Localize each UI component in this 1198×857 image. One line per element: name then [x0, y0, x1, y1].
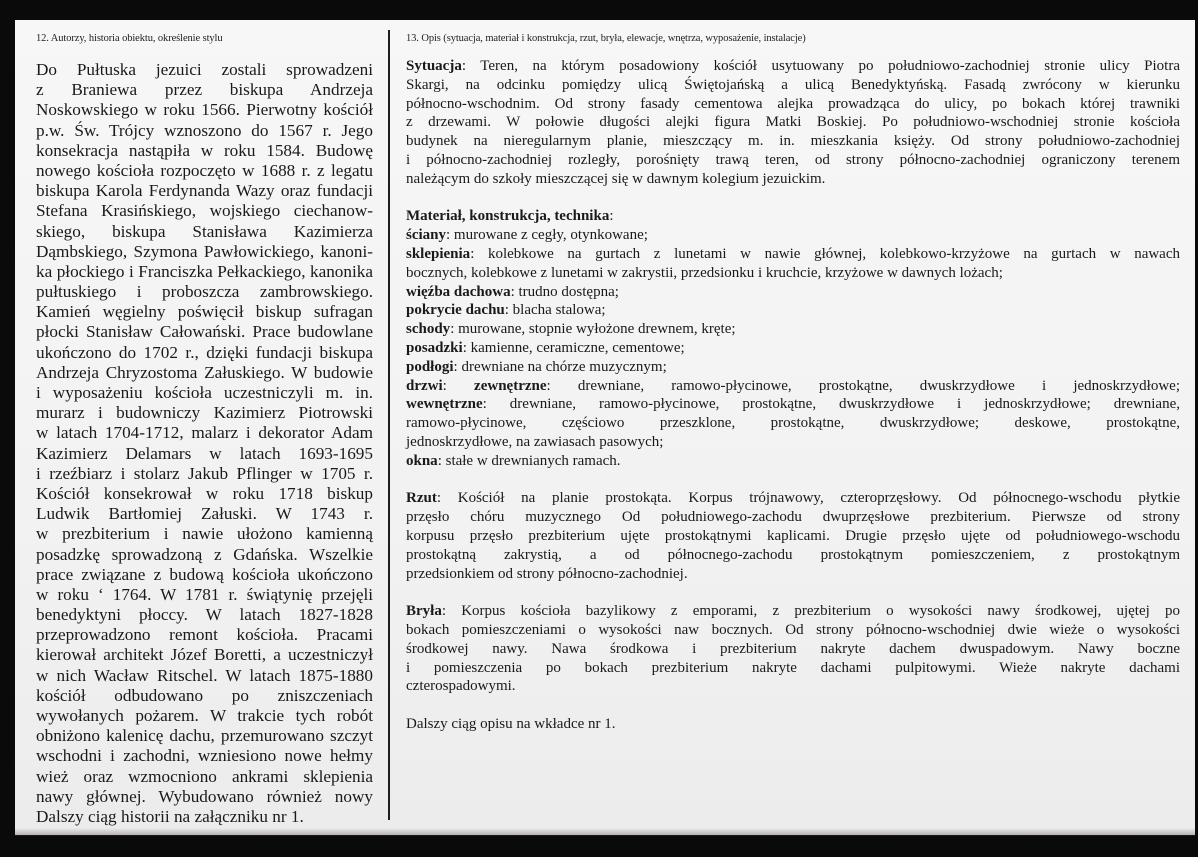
history-line: posadzkę sprowadzoną z Gdańska. Wszelkie [36, 544, 373, 564]
situation-line: i północno-zachodniej rozległy, porośnięty trawą teren, od strony północno-zachodniej ograniczony terenem [406, 151, 1180, 168]
floors-text: : kamienne, ceramiczne, cementowe; [462, 339, 685, 356]
material-paragraph [406, 207, 1180, 470]
history-line: wschodni i zachodni, wzniesiono nowe hełmy [36, 746, 373, 766]
history-line: kierował architekt Józef Boretti, a uczestniczył [36, 645, 373, 665]
vaults-text: : kolebkowe na gurtach z lunetami w nawie głównej, kolebkowo-krzyżowe na gurtach w nawach [470, 245, 1180, 262]
stairs-text: : murowane, stopnie wyłożone drewnem, kręte; [450, 321, 736, 338]
history-line: w latach 1704-1712, malarz i dekorator Adam [36, 423, 373, 443]
situation-line: budynek na nieregularnym planie, mieszczący m. in. mieszkania księży. Od strony południowo-zachodniej [406, 133, 1180, 150]
interior-doors-text: : drewniane, ramowo-płycinowe, prostokątne, dwuskrzydłowe i jednoskrzydłowe; drewniane, [482, 396, 1180, 413]
history-line: przeprowadzono remont kościoła. Pracami [36, 625, 373, 645]
vaults-label: sklepienia [406, 245, 471, 262]
wood-floors-text: : drewniane na chórze muzycznym; [453, 358, 667, 375]
plan-label: Rzut [406, 490, 437, 507]
wood-floors-label: podłogi [406, 358, 454, 375]
history-line: nawy głównej. Wybudowano również nowy [36, 786, 373, 806]
roof-truss-label: więźba dachowa [406, 283, 511, 300]
description-continuation-note: Dalszy ciąg opisu na wkładce nr 1. [406, 715, 616, 732]
material-heading-colon: : [609, 208, 614, 225]
history-line: Do Pułtuska jezuici zostali sprowadzeni [36, 60, 373, 79]
history-line: ukończono do 1702 r., dzięki fundacji biskupa [36, 342, 373, 362]
history-line: p.w. Św. Trójcy wznoszono do 1567 r. Jego [36, 120, 373, 140]
history-line: pułtuskiego i proboszcza zambrowskiego. [36, 282, 373, 302]
exterior-doors-label: zewnętrzne [474, 377, 547, 394]
history-line: biskupa Karola Ferdynanda Wazy oraz fundacji [36, 181, 373, 201]
roofing-label: pokrycie dachu [406, 302, 505, 319]
situation-line: : Teren, na którym posadowiony kościół usytuowany po południowo-zachodniej stronie ulicy Piotra [461, 58, 1180, 74]
history-line: Kamień węgielny poświęcił biskup sufragan [36, 302, 373, 322]
interior-doors-label: wewnętrzne [406, 396, 483, 413]
massing-paragraph [406, 602, 1180, 696]
page-edge-shadow [15, 828, 1195, 836]
exterior-doors-text: : drewniane, ramowo-płycinowe, prostokątne, dwuskrzydłowe i jednoskrzydłowe; [546, 377, 1180, 394]
plan-paragraph [406, 489, 1180, 583]
situation-line: Skargi, na odcinku pomiędzy ulicą Świętojańską a ulicą Benedyktyńską. Fasadą zwrócony w kierunku [406, 76, 1180, 93]
history-line: wywołanych pożarem. W trakcie tych robót [36, 706, 373, 725]
history-text [36, 60, 373, 827]
walls-text: : murowane z cegły, otynkowane; [446, 227, 648, 244]
massing-line: bokach pomieszczeniami o wysokości naw bocznych. Od strony północno-wschodniej dwie wieże o wysokości [406, 621, 1180, 638]
section-12-heading: 12. Autorzy, historia obiektu, określenie stylu [36, 33, 223, 44]
history-line: prace związane z budową kościoła ukończono [36, 564, 373, 584]
interior-doors-text: ramowo-płycinowe, częściowo przeszklone, prostokątne, dwuskrzydłowe; deskowe, prostokątne, [406, 415, 1180, 432]
plan-line: prostokątną zakrystią, a od północnego-zachodu prostokątnym pomieszczeniem, z prostokątnym [406, 546, 1180, 563]
doors-sep: : [442, 377, 475, 394]
column-divider [388, 30, 390, 820]
history-line: ka płockiego i Franciszka Pełkackiego, kanonika [36, 261, 373, 281]
plan-line: przedsionkiem od strony północno-zachodniej. [406, 565, 688, 582]
history-line: kościół odbudowano po zniszczeniach [36, 685, 373, 705]
history-line: murarz i budowniczy Kazimierz Piotrowski [36, 403, 373, 423]
history-line: skiego, biskupa Stanisława Kazimierza [36, 221, 373, 241]
massing-line: : Korpus kościoła bazylikowy z emporami, z prezbiterium o wysokości nawy środkowej, ujętej po [441, 603, 1180, 620]
history-column [36, 20, 373, 827]
situation-line: z drzewami. W połowie długości alejki figura Matki Boskiej. Po południowo-wschodniej stronie kościoła [406, 114, 1180, 131]
material-heading: Materiał, konstrukcja, technika [406, 208, 610, 225]
history-line: i rzeźbiarz i stolarz Jakub Pflinger w 1705 r. [36, 463, 373, 483]
history-line: Kazimierz Delamars w latach 1693-1695 [36, 443, 373, 463]
history-line: nowego kościoła rozpoczęto w 1688 r. z legatu [36, 160, 373, 180]
stairs-label: schody [406, 321, 451, 338]
history-line: wież oraz wzmocniono ankrami sklepienia [36, 766, 373, 786]
history-line: Noskowskiego w roku 1566. Pierwotny kościół [36, 100, 373, 120]
section-13-heading: 13. Opis (sytuacja, materiał i konstrukcja, rzut, bryła, elewacje, wnętrza, wyposażenie, instalacje) [406, 33, 806, 44]
interior-doors-text: jednoskrzydłowe, na zawiasach pasowych; [406, 433, 664, 450]
situation-label: Sytuacja [406, 58, 462, 74]
roofing-text: : blacha stalowa; [504, 302, 606, 319]
massing-line: czterospadowymi. [406, 678, 516, 695]
situation-paragraph [406, 57, 1180, 189]
description-continuation-paragraph [406, 715, 1180, 734]
description-text [406, 57, 1180, 734]
history-line: konsekracja nastąpiła w roku 1584. Budowę [36, 140, 373, 160]
description-column [406, 20, 1180, 734]
history-line: w roku ‘ 1764. W 1781 r. świątynię przejęli [36, 584, 373, 604]
history-line: i wyposażeniu kościoła uczestniczyli m. in. [36, 383, 373, 402]
plan-line: przęsło chóru muzycznego Od południowego-zachodu dwuprzęsłowe prezbiterium. Pierwsze od strony [406, 509, 1180, 526]
history-line: w prezbiterium i nawie ułożono kamienną [36, 524, 373, 544]
history-line: Stefana Krasińskiego, wojskiego ciechanow- [36, 201, 373, 221]
roof-truss-text: : trudno dostępna; [510, 283, 619, 300]
massing-label: Bryła [406, 603, 442, 620]
history-line: Kościół konsekrował w roku 1718 biskup [36, 483, 373, 503]
walls-label: ściany [406, 227, 447, 244]
massing-line: środkowej nawy. Nawa środkowa i prezbiterium nakryte dachem dwuspadowym. Nawy boczne [406, 640, 1180, 657]
history-continuation-note: Dalszy ciąg historii na załączniku nr 1. [36, 806, 304, 826]
history-line: płocki Stanisław Całowański. Prace budowlane [36, 322, 373, 342]
massing-line: i pomieszczenia po bokach prezbiterium nakryte dachami pulpitowymi. Wieże nakryte dachami [406, 659, 1180, 676]
history-line: Ludwik Bartłomiej Załuski. W 1743 r. [36, 504, 373, 524]
history-line: obniżono kalenicę dachu, przemurowano szczyt [36, 726, 373, 746]
history-line: z Braniewa przez biskupa Andrzeja [36, 80, 373, 100]
history-line: Dąmbskiego, Szymona Pawłowickiego, kanoni- [36, 241, 373, 261]
plan-line: korpusu przęsło prezbiterium ujęte prostokątnymi kaplicami. Drugie przęsło ujęte od południowego-wschodu [406, 527, 1180, 544]
situation-line: północno-wschodnim. Od strony fasady cementowa alejka prowadząca do ulicy, po bokach której trawniki [406, 95, 1180, 112]
doors-label: drzwi [406, 377, 443, 394]
vaults-text: bocznych, kolebkowe z lunetami w zakrystii, przedsionku i kruchcie, krzyżowe w dawnych lożach; [406, 264, 1003, 281]
situation-line: należącym do szkoły mieszczącej się w dawnym kolegium jezuickim. [406, 170, 826, 187]
windows-label: okna [406, 452, 438, 469]
history-line: benedyktyni płoccy. W latach 1827-1828 [36, 605, 373, 625]
history-line: Andrzeja Chryzostoma Załuskiego. W budowie [36, 362, 373, 382]
floors-label: posadzki [406, 339, 463, 356]
history-line: w nich Wacław Ritschel. W latach 1875-1880 [36, 665, 373, 685]
windows-text: : stałe w drewnianych ramach. [437, 452, 621, 469]
plan-line: : Kościół na planie prostokąta. Korpus trójnawowy, czteroprzęsłowy. Od północnego-wschodu płytkie [436, 490, 1180, 507]
